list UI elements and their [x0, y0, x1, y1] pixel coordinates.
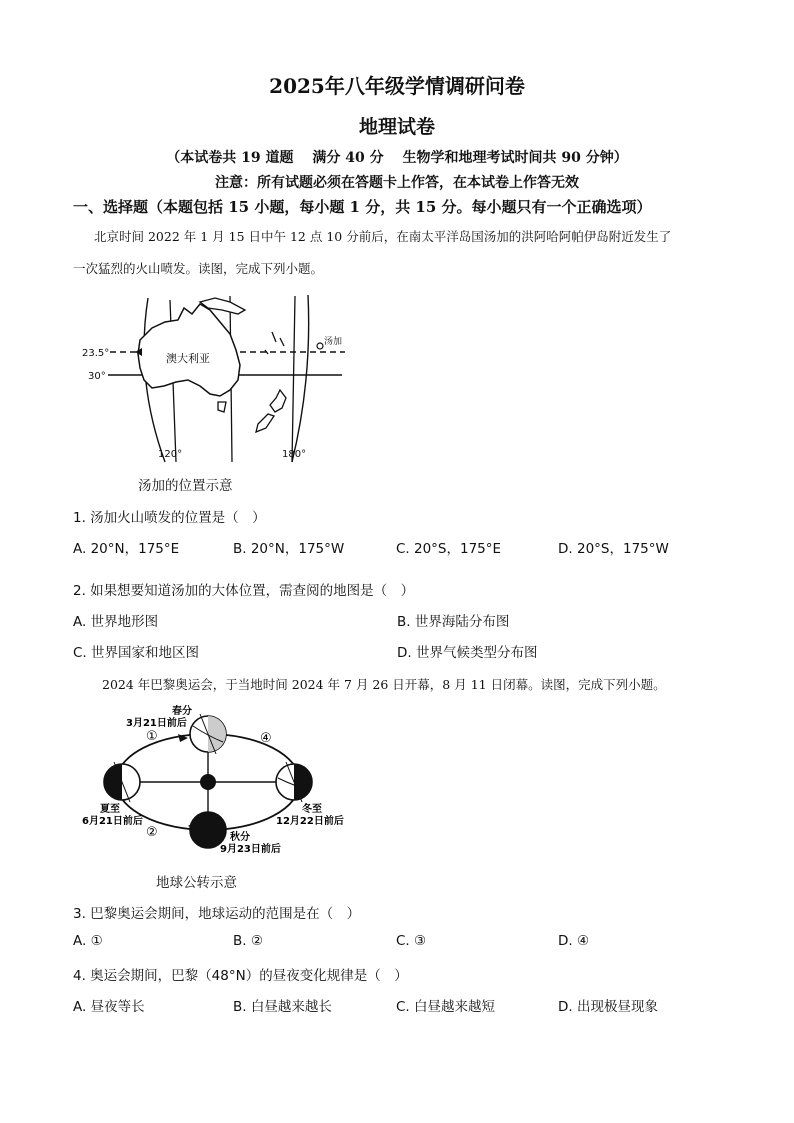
australia-shape [138, 304, 240, 396]
tasmania-shape [218, 402, 226, 412]
question-4-option-c[interactable]: C. 白昼越来越短 [396, 999, 496, 1015]
question-2-stem: 2. 如果想要知道汤加的大体位置，需查阅的地图是（ ） [73, 583, 415, 599]
question-4-stem: 4. 奥运会期间，巴黎（48°N）的昼夜变化规律是（ ） [73, 968, 408, 984]
question-2-option-a[interactable]: A. 世界地形图 [73, 614, 159, 630]
lon-180-label: 180° [282, 449, 307, 460]
question-2-option-b[interactable]: B. 世界海陆分布图 [397, 614, 510, 630]
earth-winter-solstice [276, 762, 312, 802]
exam-info: （本试卷共 19 道题 满分 40 分 生物学和地理考试时间共 90 分钟） [166, 150, 628, 166]
question-1-option-c[interactable]: C. 20°S，175°E [396, 541, 502, 557]
question-3-option-c[interactable]: C. ③ [396, 933, 427, 949]
question-4-option-d[interactable]: D. 出现极昼现象 [558, 999, 658, 1015]
tonga-label: 汤加 [324, 337, 343, 347]
question-1-stem: 1. 汤加火山喷发的位置是（ ） [73, 510, 266, 526]
summer-label: 夏至 [100, 804, 120, 815]
question-2-option-c[interactable]: C. 世界国家和地区图 [73, 645, 200, 661]
section-heading: 一、选择题（本题包括 15 小题，每小题 1 分，共 15 分。每小题只有一个正确选项） [73, 198, 652, 216]
passage-1-line-1: 北京时间 2022 年 1 月 15 日中午 12 点 10 分前后，在南太平洋岛国汤加的洪阿哈阿帕伊岛附近发生了 [94, 229, 672, 244]
spring-date: 3月21日前后 [126, 718, 187, 729]
earth-summer-solstice [104, 762, 140, 802]
tonga-marker [317, 343, 323, 349]
exam-notice: 注意：所有试题必须在答题卡上作答，在本试卷上作答无效 [215, 175, 579, 191]
earth-orbit-diagram [80, 700, 350, 860]
earth-spring-equinox [190, 714, 226, 754]
segment-1-label: ① [146, 729, 158, 744]
orbit-caption: 地球公转示意 [156, 875, 237, 891]
question-4-option-b[interactable]: B. 白昼越来越长 [233, 999, 332, 1015]
map-caption: 汤加的位置示意 [138, 478, 233, 494]
question-1-option-b[interactable]: B. 20°N，175°W [233, 541, 345, 557]
lon-120-label: 120° [158, 449, 183, 460]
lat-30-label: 30° [88, 371, 106, 382]
passage-1-line-2: 一次猛烈的火山喷发。读图，完成下列小题。 [73, 261, 324, 276]
earth-autumn-equinox [190, 812, 226, 848]
lat-23-label: 23.5° [82, 348, 110, 359]
segment-2-label: ② [146, 825, 158, 840]
summer-date: 6月21日前后 [82, 816, 143, 827]
question-3-option-b[interactable]: B. ② [233, 933, 263, 949]
winter-label: 冬至 [302, 804, 322, 815]
question-2-option-d[interactable]: D. 世界气候类型分布图 [397, 645, 538, 661]
australia-label: 澳大利亚 [166, 352, 210, 365]
autumn-date: 9月23日前后 [220, 844, 281, 855]
autumn-label: 秋分 [230, 832, 250, 843]
exam-title: 2025年八年级学情调研问卷 [269, 74, 525, 98]
exam-subtitle: 地理试卷 [358, 116, 435, 138]
spring-label: 春分 [172, 706, 192, 717]
question-3-stem: 3. 巴黎奥运会期间，地球运动的范围是在（ ） [73, 906, 361, 922]
new-zealand-shape [270, 390, 286, 412]
winter-date: 12月22日前后 [276, 816, 344, 827]
question-1-option-d[interactable]: D. 20°S，175°W [558, 541, 669, 557]
question-1-option-a[interactable]: A. 20°N，175°E [73, 541, 180, 557]
segment-4-label: ④ [260, 731, 272, 746]
passage-2-line-1: 2024 年巴黎奥运会，于当地时间 2024 年 7 月 26 日开幕，8 月 11 日闭幕。读图，完成下列小题。 [102, 677, 666, 692]
question-4-option-a[interactable]: A. 昼夜等长 [73, 999, 145, 1015]
tonga-location-map [80, 290, 350, 465]
question-3-option-d[interactable]: D. ④ [558, 933, 590, 949]
question-3-option-a[interactable]: A. ① [73, 933, 103, 949]
